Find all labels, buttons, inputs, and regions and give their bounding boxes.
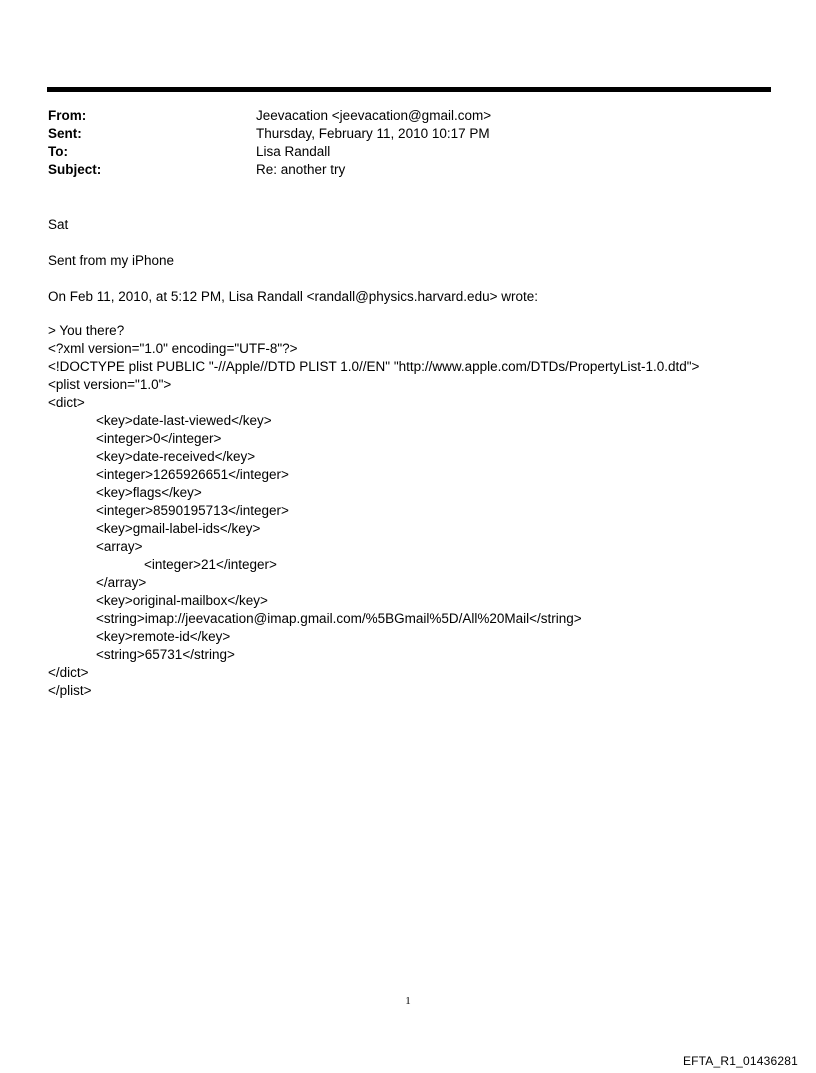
plist-entry: <key>gmail-label-ids</key> xyxy=(96,521,261,536)
quoted-plist xyxy=(48,322,699,700)
sent-row xyxy=(48,125,768,143)
header-rule xyxy=(47,87,771,92)
sent-value: Thursday, February 11, 2010 10:17 PM xyxy=(256,126,490,141)
plist-entry: <integer>8590195713</integer> xyxy=(96,503,289,518)
from-row xyxy=(48,107,768,125)
sent-label: Sent: xyxy=(48,126,82,141)
subject-value: Re: another try xyxy=(256,162,346,177)
plist-entry: <key>date-received</key> xyxy=(96,449,256,464)
to-value: Lisa Randall xyxy=(256,144,331,159)
subject-row xyxy=(48,161,768,179)
dict-close: </dict> xyxy=(48,665,89,680)
plist-entry: <integer>1265926651</integer> xyxy=(96,467,289,482)
email-header xyxy=(48,107,768,179)
to-label: To: xyxy=(48,144,68,159)
page-number: 1 xyxy=(405,995,411,1007)
doctype-line: <!DOCTYPE plist PUBLIC "-//Apple//DTD PLIST 1.0//EN" "http://www.apple.com/DTDs/PropertyList-1.0.dtd"> xyxy=(48,359,700,374)
plist-entry: <string>65731</string> xyxy=(96,647,235,662)
plist-entry: <key>original-mailbox</key> xyxy=(96,593,268,608)
quoted-line: > You there? xyxy=(48,323,125,338)
dict-open: <dict> xyxy=(48,395,85,410)
signature-text: Sent from my iPhone xyxy=(48,253,175,268)
plist-entry: <integer>21</integer> xyxy=(144,557,277,572)
plist-entry: <array> xyxy=(96,539,143,554)
xml-declaration: <?xml version="1.0" encoding="UTF-8"?> xyxy=(48,341,298,356)
plist-entry: <key>flags</key> xyxy=(96,485,202,500)
from-label: From: xyxy=(48,108,87,123)
reply-text: Sat xyxy=(48,217,69,232)
plist-entry: <key>remote-id</key> xyxy=(96,629,231,644)
to-row xyxy=(48,143,768,161)
plist-entry: <key>date-last-viewed</key> xyxy=(96,413,272,428)
plist-close: </plist> xyxy=(48,683,92,698)
bates-number: EFTA_R1_01436281 xyxy=(682,1054,798,1068)
quote-intro: On Feb 11, 2010, at 5:12 PM, Lisa Randall <randall@physics.harvard.edu> wrote: xyxy=(48,289,538,304)
plist-open: <plist version="1.0"> xyxy=(48,377,172,392)
subject-label: Subject: xyxy=(48,162,102,177)
plist-entry: <integer>0</integer> xyxy=(96,431,222,446)
from-value: Jeevacation <jeevacation@gmail.com> xyxy=(256,108,492,123)
plist-entry: <string>imap://jeevacation@imap.gmail.com/%5BGmail%5D/All%20Mail</string> xyxy=(96,611,582,626)
plist-entry: </array> xyxy=(96,575,147,590)
